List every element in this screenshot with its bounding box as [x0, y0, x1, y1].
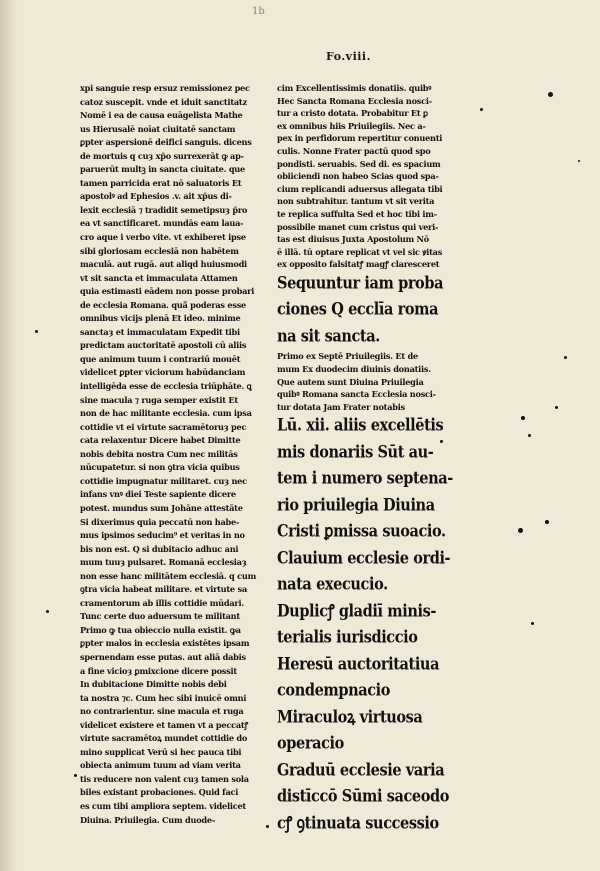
heading-line: mis donariis Sūt au- — [277, 442, 434, 463]
text-line: In dubitacione Dimitte nobis debi — [80, 679, 227, 690]
text-line: cottidie impugnatur militaret. cuȝ nec — [80, 475, 247, 486]
text-line: tur a cristo dotata. Probabitur Et ꝑ — [277, 108, 428, 119]
ink-speck — [564, 356, 567, 359]
text-line: non esse hanc militātem ecclesiā. q cum — [80, 570, 256, 581]
heading-line: Duplicꝭ gladiī minis- — [277, 601, 436, 622]
text-line: cim Excellentissimis donatiis. quibꝰ — [277, 83, 432, 93]
text-line: tas est diuisus Juxta Apostolum Nō — [277, 234, 429, 245]
heading-priuilegia-list — [277, 413, 477, 837]
text-line: predictam auctoritatē apostoli cū aliis — [80, 340, 247, 351]
text-line: sine macula ⁊ ruga semper existit Et — [80, 394, 238, 405]
text-line: obiiciendi non habeo Scias quod spa- — [277, 171, 439, 182]
text-line: ex opposito falsitatꝭ magꝭ claresceret — [277, 259, 440, 270]
text-line: xpi sanguie resp ersuz remissionez pec — [80, 83, 250, 93]
text-line: maculā. aut rugā. aut aliqd huiusmodi — [80, 259, 247, 270]
text-line: Diuina. Priuilegia. Cum duode- — [80, 814, 215, 825]
text-line: cium replicandi aduersus allegata tibi — [277, 183, 443, 194]
heading-line: Sequuntur iam proba — [277, 273, 444, 294]
text-line: sanctaȝ et immaculatam Expedit tibi — [80, 326, 240, 337]
heading-line: Clauium ecclesie ordi- — [277, 548, 451, 569]
ink-speck — [74, 774, 77, 777]
text-line: ē illā. tū optare replicat vt vel sic ꝟitas — [277, 246, 443, 257]
text-line: no contrarientur. sine macula et ruga — [80, 706, 244, 717]
text-line: quibꝰ Romana sancta Ecclesia nosci- — [277, 389, 436, 400]
text-line: catoz suscepit. vnde et iduit sanctitatz — [80, 96, 247, 107]
heading-line: operacio — [277, 733, 344, 754]
text-line: lexit ecclesiā ⁊ tradidit semetipsuȝ p̄ro — [80, 204, 248, 215]
text-line: vt sit sancta et immaculata Attamen — [80, 272, 238, 283]
heading-line: na sit sancta. — [277, 326, 380, 347]
text-line: culis. Nonne Frater pactū quod spo — [277, 145, 431, 156]
heading-line: cꝭ ꝯtinuata successio — [277, 813, 439, 834]
right-paragraph-2 — [277, 350, 477, 413]
text-line: cottidie vt ei virtute sacramētoruȝ pec — [80, 421, 247, 432]
ink-speck — [528, 434, 531, 437]
text-line: mus ipsimos seducim⁹ et veritas in no — [80, 530, 245, 541]
text-line: omnibus vicijs plenā Et ideo. minime — [80, 313, 241, 324]
text-line: Si dixerimus quia peccatū non habe- — [80, 516, 240, 527]
text-line: Hec Sancta Romana Ecclesia nosci- — [277, 95, 432, 106]
text-line: cata relaxentur Dicere habet Dimitte — [80, 435, 241, 446]
ink-speck — [578, 160, 580, 162]
heading-line: Cristi ꝑmissa suoacio. — [277, 521, 446, 542]
text-line: te replica suffulta Sed et hoc tibi im- — [277, 208, 437, 219]
text-line: ꝑpter malos in ecclesia existētes ipsam — [80, 638, 250, 649]
text-line: mino supplicat Verū si hec pauca tibi — [80, 746, 242, 757]
text-line: que animum tuum i contrariū mouēt — [80, 353, 241, 364]
text-line: potest. mundus sum Johāne attestāte — [80, 502, 243, 513]
text-column-left — [80, 82, 276, 827]
text-line: videlicet ꝑpter viciorum habūdanciam — [80, 367, 246, 378]
text-line: mum Ex duodecim diuinis donatiis. — [277, 364, 431, 374]
heading-line: ciones Q ecclīa roma — [277, 300, 439, 320]
text-line: es cum tibi ampliora septem. videlicet — [80, 800, 246, 811]
text-line: tis reducere non valent cuȝ tamen sola — [80, 773, 249, 784]
text-line: ex omnibus hiis Priuilegiis. Nec a- — [277, 120, 426, 131]
heading-line: condempnacio — [277, 680, 391, 701]
ink-speck — [545, 520, 549, 524]
text-line: ꝑpter aspersionē deifici sanguis. dicens — [80, 137, 252, 148]
text-line: paruerūt multꝫ in sancta ciuitate. que — [80, 164, 245, 175]
heading-line: Graduū ecclesie varia — [277, 760, 445, 781]
text-line: obiecta animum tuum ad viam verita — [80, 760, 241, 771]
text-line: Primo ꝙ tua obieccio nulla existit. ꝙa — [80, 624, 241, 635]
text-line: non subtrahitur. tantum vt sit verita — [277, 196, 435, 207]
text-line: cro aque i verbo vite. vt exhiberet ipse — [80, 232, 246, 243]
text-line: intelligēda esse de ecclesia triūphāte. ꝗ — [80, 381, 252, 392]
text-line: Nomē i ea de causa euāgelista Mathe — [80, 110, 243, 121]
text-line: Tunc certe duo aduersum te militant — [80, 611, 240, 622]
right-paragraph-1 — [277, 82, 477, 271]
text-line: virtute sacramētoꝝ mundet cottidie do — [80, 733, 248, 744]
text-line: infans vnꝰ diei Teste sapiente dicere — [80, 489, 236, 500]
text-line: non de hac militante ecclesia. cum ipsa — [80, 408, 252, 419]
text-line: tur dotata Jam Frater notabis — [277, 401, 405, 412]
ink-speck — [531, 622, 534, 625]
text-line: bis non est. Q si dubitacio adhuc ani — [80, 543, 239, 554]
text-line: spernendam esse putas. aut aliā dabis — [80, 651, 246, 662]
ink-speck — [480, 108, 483, 111]
heading-line: rio priuilegia Diuina — [277, 495, 435, 516]
text-line: mum tuuȝ pulsaret. Romanā ecclesiaȝ — [80, 557, 247, 568]
text-line: de ecclesia Romana. quā̄ poderas esse — [80, 299, 247, 310]
text-line: pondisti. seruabis. Sed di. es spacium — [277, 158, 441, 169]
text-line: nūcupatetur. si non ꝯtra vicia quibus — [80, 462, 240, 473]
text-line: nobis debita nostra Cum nec militās — [80, 448, 238, 459]
heading-line: nata execucio. — [277, 574, 388, 595]
heading-line: Lū. xii. aliis excellētis — [277, 415, 444, 436]
text-line: videlicet existere et tamen vt a peccatꝭ — [80, 719, 249, 730]
text-line: Que autem sunt Diuina Priuilegia — [277, 376, 424, 387]
text-line: possibile manet cum cristus qui veri- — [277, 221, 439, 232]
ink-speck — [555, 406, 558, 409]
heading-line: Heresū auctoritatiua — [277, 654, 440, 675]
text-line: ta nostra ⁊c. Cum hec sibi inuicē omni — [80, 692, 247, 703]
heading-line: terialis iurisdiccio — [277, 627, 418, 648]
text-line: ꝯtra vicia habeat militare. et virtute sa — [80, 584, 247, 595]
text-line: apostolꝰ ad Ephesios .v. ait xp̄us di- — [80, 191, 232, 202]
ink-speck — [548, 92, 553, 97]
heading-line: Miraculoꝝ virtuosa — [277, 707, 423, 728]
heading-line: distīccō Sūmi saceodo — [277, 786, 450, 807]
text-line: tamen parricida erat nō saluatoris Et — [80, 177, 242, 188]
folio-number: Fo.viii. — [326, 50, 371, 63]
text-column-right — [277, 82, 477, 837]
ink-speck — [521, 416, 525, 420]
text-line: de mortuis q cuȝ xp̄o surrexerāt ꝙ ap- — [80, 150, 244, 161]
text-line: us Hierusalē noīat ciuitatē sanctam — [80, 123, 236, 134]
ink-speck — [518, 528, 523, 533]
ink-speck — [46, 610, 49, 613]
pencil-mark: 1b — [252, 6, 265, 17]
text-line: ea vt sanctificaret. mundās eam laua- — [80, 218, 244, 229]
text-line: a fine vicioȝ ꝑmixcione dicere possit — [80, 665, 237, 676]
text-line: pex in perfidorum repertitur conuenti — [277, 133, 443, 144]
text-line: sibi gloriosam ecclesiā non habētem — [80, 245, 239, 256]
ink-speck — [35, 330, 38, 333]
text-line: biles existant probaciones. Quid faci — [80, 787, 239, 798]
text-line: Primo ex Septē Priuilegiis. Et de — [277, 351, 418, 362]
text-line: quia estimasti eādem non posse probari — [80, 286, 255, 297]
text-line: cramentorum ab illis cottidie mūdari. — [80, 597, 244, 608]
heading-probaciones — [277, 271, 477, 351]
heading-line: tem i numero septena- — [277, 468, 453, 489]
